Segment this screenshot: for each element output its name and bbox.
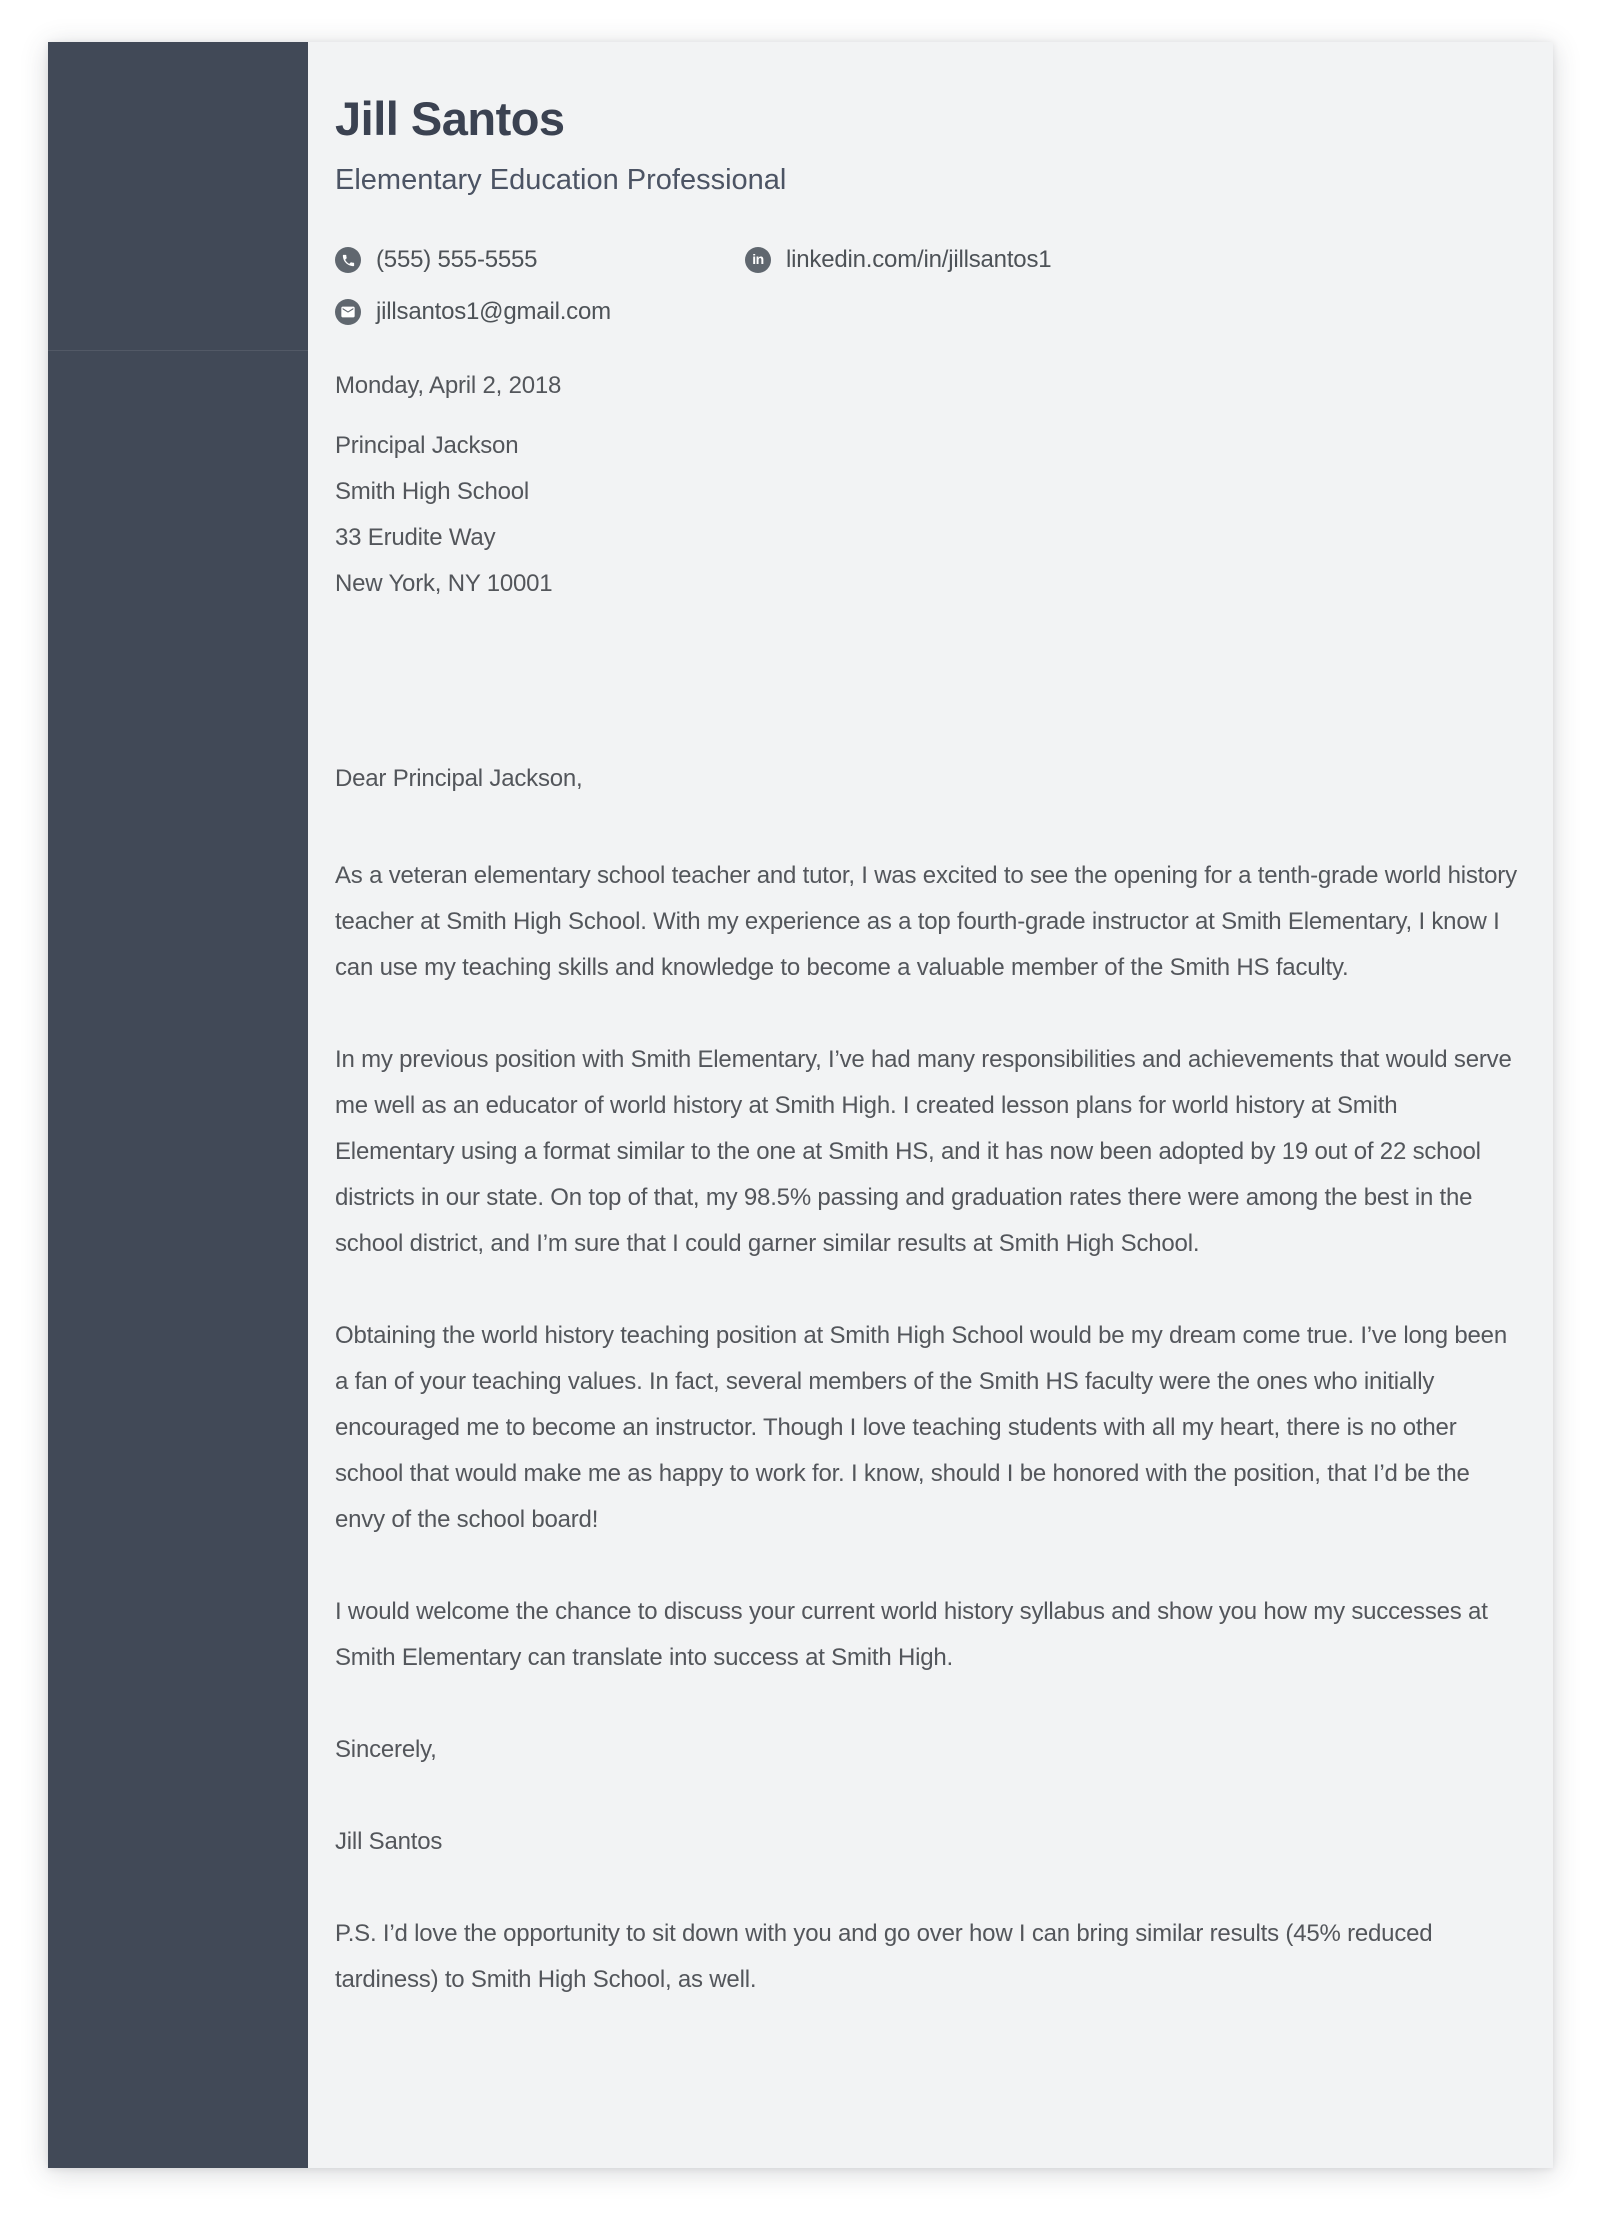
recipient-block <box>335 423 1521 607</box>
professional-title: Elementary Education Professional <box>335 164 787 196</box>
recipient-organization: Smith High School <box>335 478 530 505</box>
signature-name: Jill Santos <box>335 1828 443 1855</box>
cover-letter-page <box>48 42 1553 2168</box>
postscript: P.S. I’d love the opportunity to sit down with you and go over how I can bring similar results (45% reduced tardiness) to Smith High School, as well. <box>335 1920 1433 1993</box>
email-address: jillsantos1@gmail.com <box>376 298 611 325</box>
recipient-name: Principal Jackson <box>335 432 519 459</box>
letter-paragraph: In my previous position with Smith Elementary, I’ve had many responsibilities and achievements that would serve me well as an educator of world history at Smith High. I created lesson plans for world history at Smith Elementary using a format similar to the one at Smith HS, and it has now been adopted by 19 out of 22 school districts in our state. On top of that, my 98.5% passing and graduation rates there were among the best in the school district, and I’m sure that I could garner similar results at Smith High School. <box>335 1046 1512 1257</box>
letter-paragraph: I would welcome the chance to discuss your current world history syllabus and show you how my successes at Smith Elementary can translate into success at Smith High. <box>335 1598 1488 1671</box>
email-icon <box>335 299 361 325</box>
phone-icon <box>335 247 361 273</box>
page-title: Jill Santos <box>335 92 565 145</box>
letter-content <box>308 42 1553 2168</box>
recipient-street: 33 Erudite Way <box>335 524 496 551</box>
contact-info <box>335 246 1521 326</box>
linkedin-icon: in <box>745 247 771 273</box>
contact-email <box>335 298 745 326</box>
sidebar-accent-panel <box>48 42 308 2168</box>
sidebar-divider <box>48 350 308 351</box>
linkedin-url: linkedin.com/in/jillsantos1 <box>786 246 1052 273</box>
salutation: Dear Principal Jackson, <box>335 765 583 792</box>
recipient-city: New York, NY 10001 <box>335 570 553 597</box>
letter-date: Monday, April 2, 2018 <box>335 372 562 399</box>
contact-phone <box>335 246 745 274</box>
letter-paragraph: As a veteran elementary school teacher and tutor, I was excited to see the opening for a tenth-grade world history teacher at Smith High School. With my experience as a top fourth-grade instructor at Smith Elementary, I know I can use my teaching skills and knowledge to become a valuable member of the Smith HS faculty. <box>335 862 1517 981</box>
closing: Sincerely, <box>335 1736 437 1763</box>
phone-number: (555) 555-5555 <box>376 246 538 273</box>
contact-linkedin <box>745 246 1521 274</box>
letter-paragraph: Obtaining the world history teaching position at Smith High School would be my dream come true. I’ve long been a fan of your teaching values. In fact, several members of the Smith HS faculty were the ones who initially encouraged me to become an instructor. Though I love teaching students with all my heart, there is no other school that would make me as happy to work for. I know, should I be honored with the position, that I’d be the envy of the school board! <box>335 1322 1507 1533</box>
